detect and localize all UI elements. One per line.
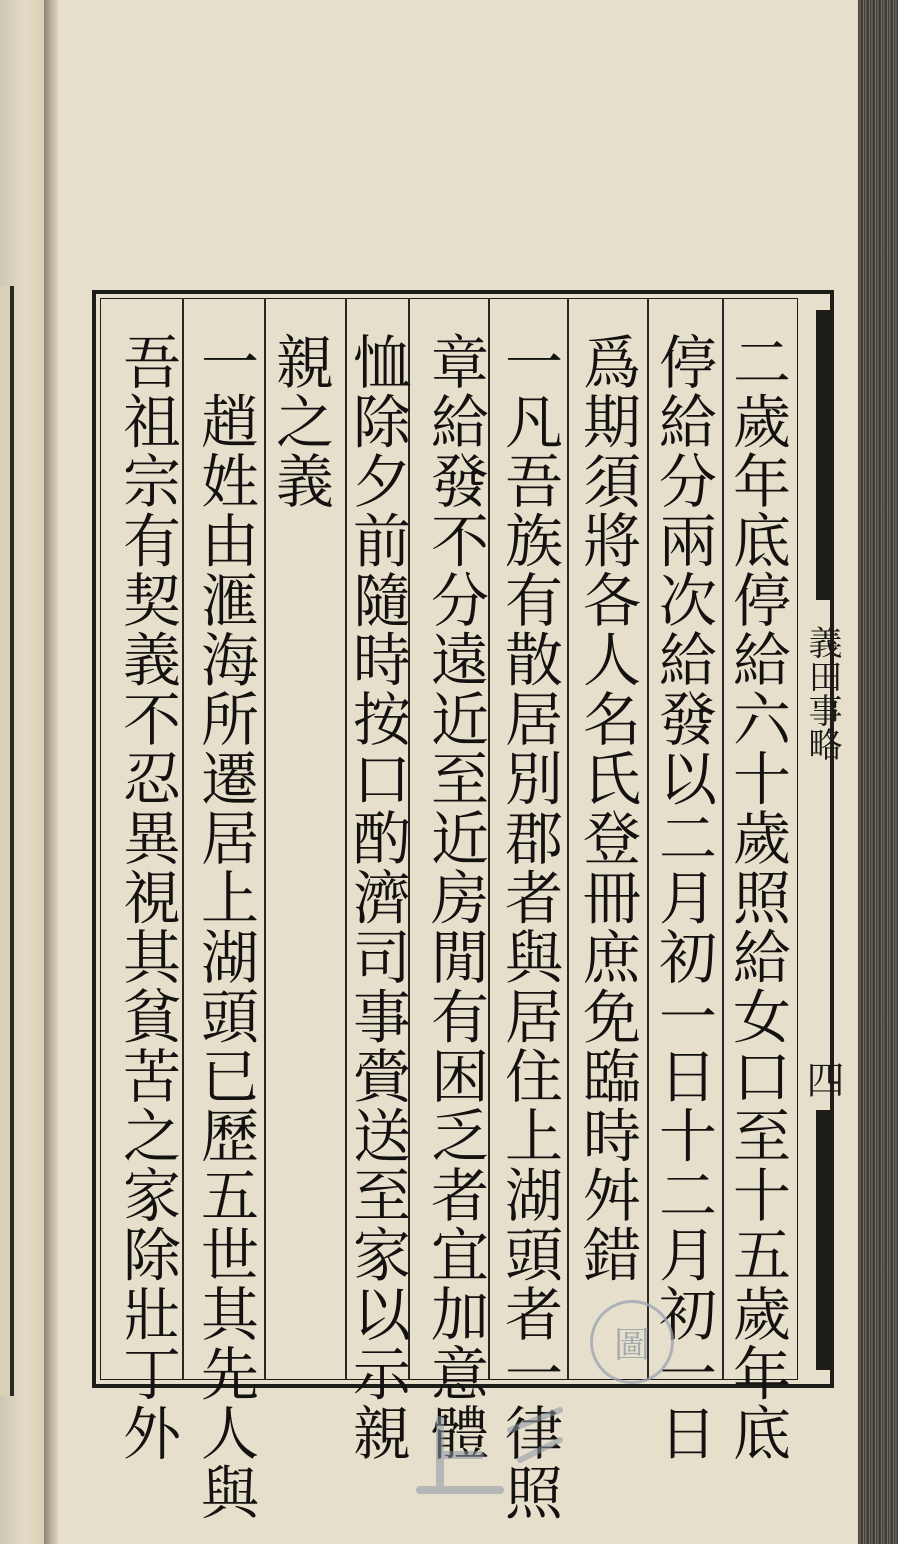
text-column-5: 章給發不分遠近至近房閒有困乏者宜加意體 <box>421 332 489 1463</box>
text-column-9: 吾祖宗有契義不忍異視其貧苦之家除壯丁外 <box>113 332 181 1463</box>
library-seal-stamp <box>590 1300 674 1384</box>
adjacent-page-frame <box>0 286 14 1396</box>
page-number: 四 <box>800 1060 844 1098</box>
text-column-8: 一趙姓由滙海所遷居上湖頭已歷五世其先人與 <box>191 332 259 1522</box>
banxin-title: 義田事略 <box>802 625 842 761</box>
text-column-6: 恤除夕前隨時按口酌濟司事賫送至家以示親 <box>343 332 411 1463</box>
fishtail-top <box>816 310 830 600</box>
adjacent-page <box>0 0 44 1544</box>
text-column-1: 二歲年底停給六十歲照給女口至十五歲年底 <box>723 332 791 1463</box>
text-column-4: 一凡吾族有散居別郡者與居住上湖頭者一律照 <box>495 332 563 1522</box>
text-column-3: 爲期須將各人名氏登冊庶免臨時舛錯 <box>573 332 641 1284</box>
column-rule <box>567 298 569 1380</box>
seal-character: 圖 <box>613 1324 650 1366</box>
page-edge-stack <box>858 0 898 1544</box>
library-watermark-mark <box>410 1400 570 1510</box>
book-gutter <box>44 0 58 1544</box>
text-column-7: 親之義 <box>266 332 334 511</box>
fishtail-bottom <box>816 1110 830 1370</box>
column-rule <box>182 298 184 1380</box>
text-column-2: 停給分兩次給發以二月初一日十二月初一日 <box>649 332 717 1463</box>
